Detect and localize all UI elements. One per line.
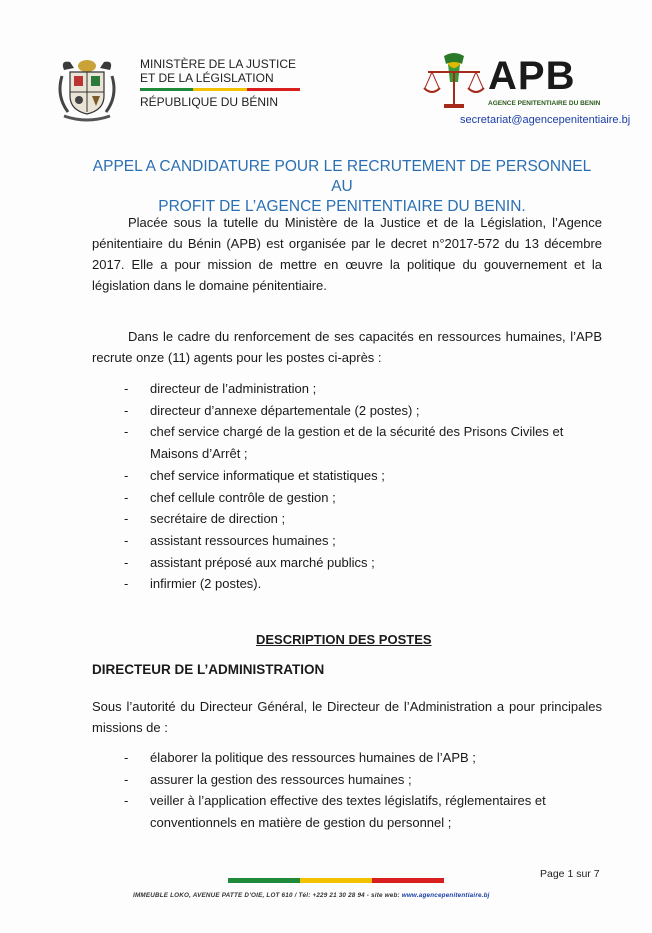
intro-paragraph: Placée sous la tutelle du Ministère de la Justice et de la Législation, l’Agence pénitentiaire du Bénin (APB) est organisée par le decret n°2017-572 du 13 décembre 2017. Elle a pour mission de mettre en œuvre la politique du gouvernement et la législation dans le domaine pénitentiaire. [92,215,602,293]
republic-name: RÉPUBLIQUE DU BÉNIN [140,95,279,109]
list-item: - directeur d’annexe départementale (2 postes) ; [124,400,604,422]
list-item: - chef service chargé de la gestion et de la sécurité des Prisons Civiles et Maisons d’Arrêt ; [124,421,604,464]
postes-list [124,378,604,595]
apb-logo-text: APB [488,54,576,98]
title-line-2: PROFIT DE L’AGENCE PENITENTIAIRE DU BENIN. [158,198,526,215]
list-item: - secrétaire de direction ; [124,508,604,530]
missions-intro: Sous l’autorité du Directeur Général, le Directeur de l’Administration a pour principales missions de : [92,699,602,735]
list-item: - infirmier (2 postes). [124,573,604,595]
apb-logo [422,50,631,130]
list-item: - veiller à l’application effective des textes législatifs, réglementaires et conventionnels en matière de gestion du personnel ; [124,790,604,833]
list-item: - élaborer la politique des ressources humaines de l’APB ; [124,747,604,769]
ministry-name-line2: ET DE LA LÉGISLATION [140,71,274,85]
list-item: - directeur de l’administration ; [124,378,604,400]
flag-stripe [140,88,300,91]
title-line-1: APPEL A CANDIDATURE POUR LE RECRUTEMENT DE PERSONNEL AU [92,158,592,195]
page-number: Page 1 sur 7 [540,868,600,880]
footer-address [133,892,490,899]
coat-of-arms-logo [56,56,118,122]
subsection-title: DIRECTEUR DE L’ADMINISTRATION [92,662,325,677]
apb-subtitle: AGENCE PENITENTIAIRE DU BENIN [488,100,601,107]
list-item: - chef service informatique et statistiques ; [124,465,604,487]
ministry-block [140,57,300,109]
footer-flag-stripe [228,878,444,883]
list-item: - assistant ressources humaines ; [124,530,604,552]
section-title: DESCRIPTION DES POSTES [256,632,432,647]
list-item: - assistant préposé aux marché publics ; [124,552,604,574]
list-item: - chef cellule contrôle de gestion ; [124,487,604,509]
list-item: - assurer la gestion des ressources humaines ; [124,769,604,791]
ministry-name-line1: MINISTÈRE DE LA JUSTICE [140,57,297,71]
contact-email: secretariat@agencepenitentiaire.bj [460,114,631,126]
letterhead [50,50,631,130]
footer-website-link[interactable]: www.agencepenitentiaire.bj [401,892,490,899]
missions-list [124,747,604,834]
document-title [92,157,592,217]
recruitment-paragraph: Dans le cadre du renforcement de ses capacités en ressources humaines, l’APB recrute onze (11) agents pour les postes ci-après : [92,329,602,365]
footer-address-text: IMMEUBLE LOKO, AVENUE PATTE D’OIE, LOT 610 / Tél: +229 21 30 28 94 - site web: [133,892,402,899]
scales-of-justice-icon [422,52,486,110]
